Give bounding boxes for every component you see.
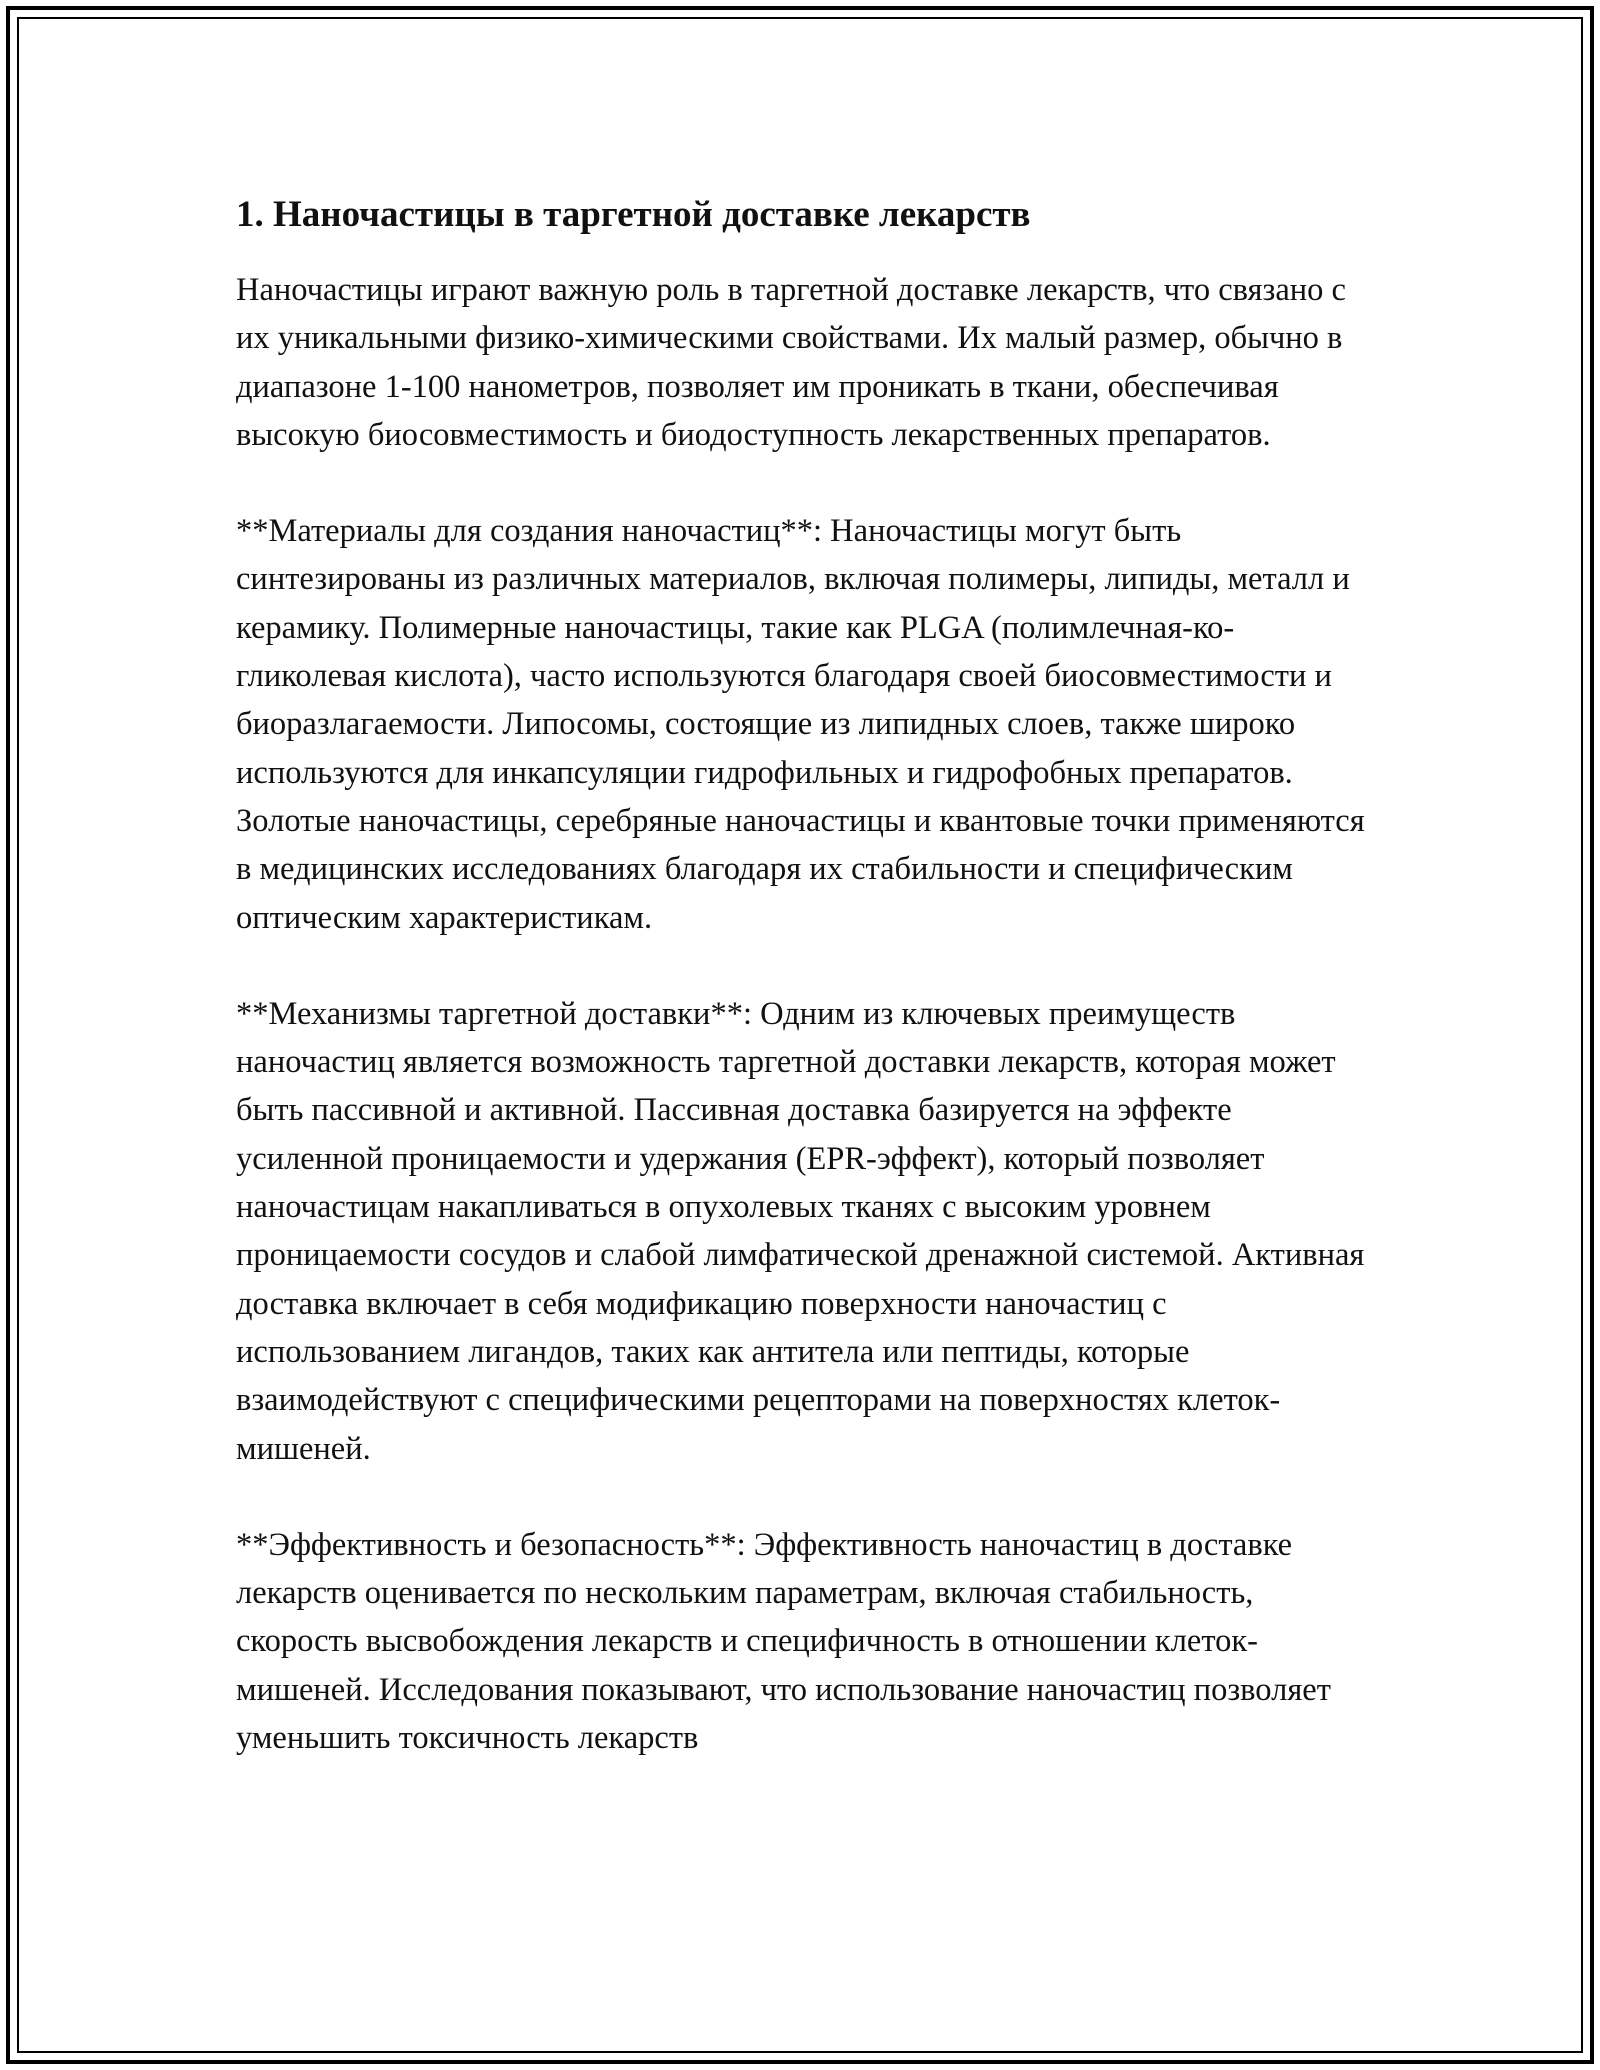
paragraph-mechanisms: **Механизмы таргетной доставки**: Одним из ключевых преимуществ наночастиц является возможность таргетной доставки лекарств, которая может быть пассивной и активной. Пассивная доставка базируется на эффекте усиленной проницаемости и удержания (EPR-эффект), который позволяет наночастицам накапливаться в опухолевых тканях с высоким уровнем проницаемости сосудов и слабой лимфатической дренажной системой. Активная доставка включает в себя модификацию поверхности наночастиц с использованием лигандов, таких как антитела или пептиды, которые взаимодействуют с специфическими рецепторами на поверхностях клеток-мишеней. xyxy=(236,995,1365,1467)
paragraph-materials: **Материалы для создания наночастиц**: Наночастицы могут быть синтезированы из различных материалов, включая полимеры, липиды, металл и керамику. Полимерные наночастицы, такие как PLGA (полимлечная-ко-гликолевая кислота), часто используются благодаря своей биосовместимости и биоразлагаемости. Липосомы, состоящие из липидных слоев, также широко используются для инкапсуляции гидрофильных и гидрофобных препаратов. Золотые наночастицы, серебряные наночастицы и квантовые точки применяются в медицинских исследованиях благодаря их стабильности и специфическим оптическим характеристикам. xyxy=(236,513,1365,936)
section-heading: 1. Наночастицы в таргетной доставке лекарств xyxy=(236,194,1031,235)
document-body xyxy=(236,186,1376,1810)
paragraph-efficacy: **Эффективность и безопасность**: Эффективность наночастиц в доставке лекарств оценивается по нескольким параметрам, включая стабильность, скорость высвобождения лекарств и специфичность в отношении клеток-мишеней. Исследования показывают, что использование наночастиц позволяет уменьшить токсичность лекарств xyxy=(236,1526,1331,1757)
paragraph-intro: Наночастицы играют важную роль в таргетной доставке лекарств, что связано с их уникальными физико-химическими свойствами. Их малый размер, обычно в диапазоне 1-100 нанометров, позволяет им проникать в ткани, обеспечивая высокую биосовместимость и биодоступность лекарственных препаратов. xyxy=(236,272,1346,453)
